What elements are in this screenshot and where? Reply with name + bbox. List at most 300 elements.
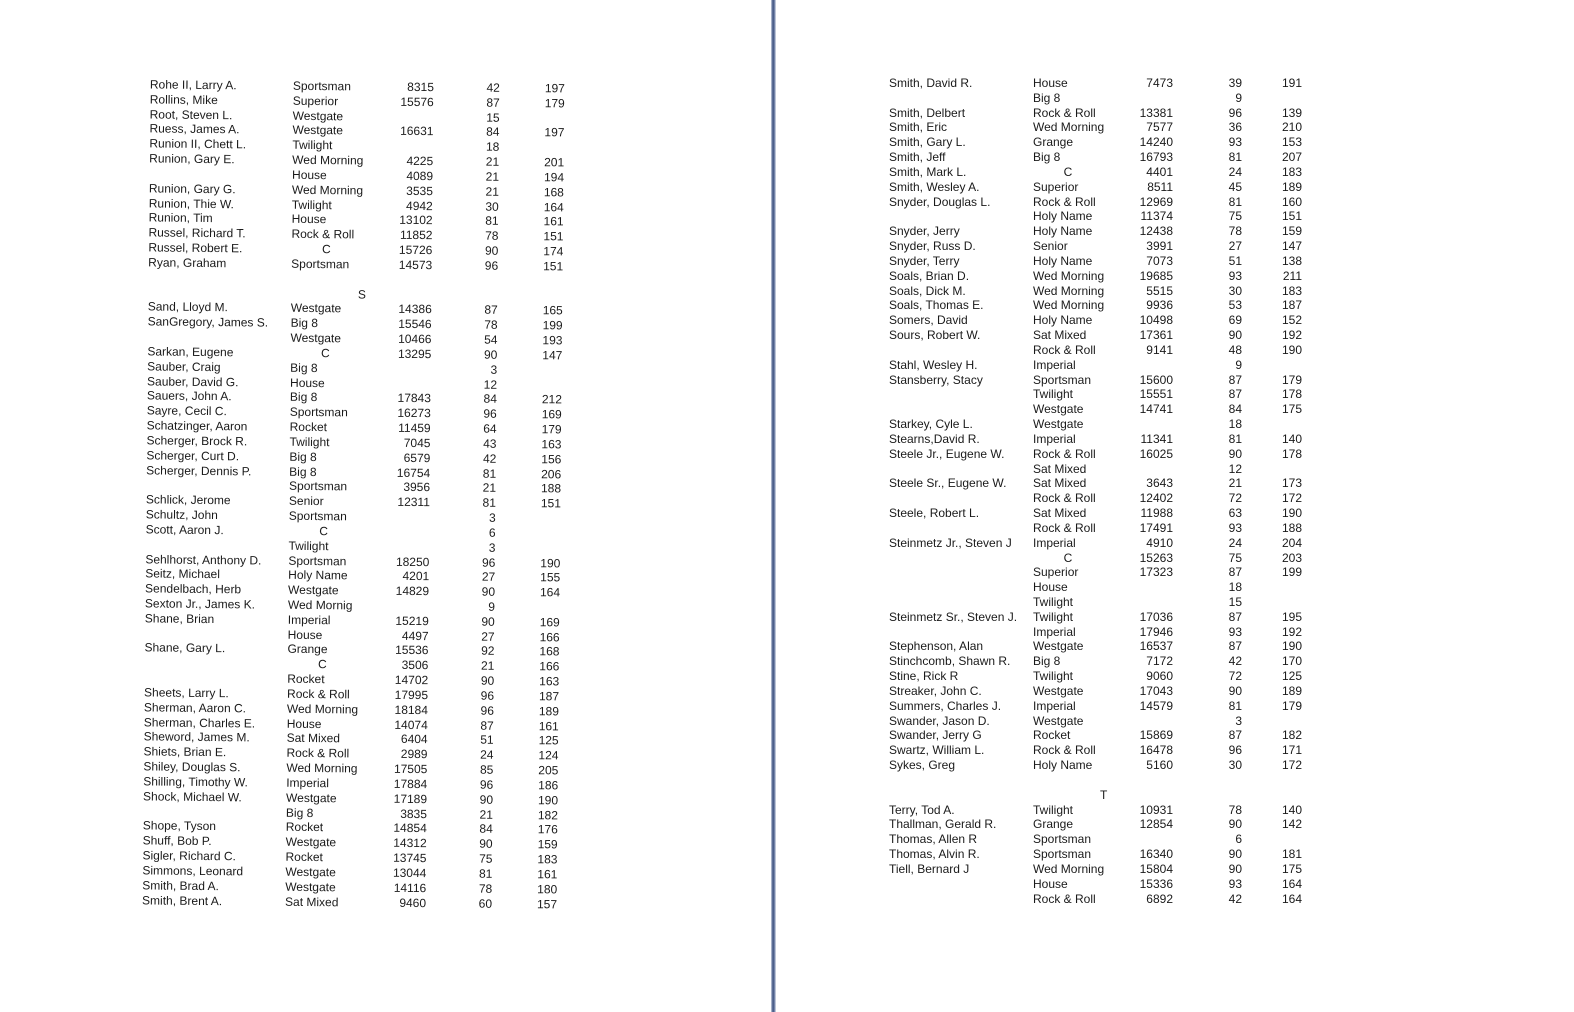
total-pins: 14116 [393,880,427,895]
games-count: 63 [1228,506,1242,521]
average-score: 172 [1281,758,1302,773]
average-score: 170 [1281,654,1302,669]
league-name: Big 8 [1033,90,1061,105]
games-count: 85 [479,762,494,777]
bowler-name: Somers, David [889,313,968,328]
bowler-name: Sheets, Larry L. [144,685,229,701]
average-score: 183 [1281,283,1302,298]
total-pins: 14573 [398,257,433,273]
average-score: 168 [543,185,564,200]
total-pins: 3643 [1146,476,1173,491]
league-name: Senior [288,493,324,509]
total-pins: 9460 [399,895,427,910]
games-count: 81 [485,214,499,229]
bowler-name: Terry, Tod A. [889,802,955,817]
league-name: Sat Mixed [1033,476,1087,491]
games-count: 78 [1228,802,1242,817]
league-name: Grange [1033,817,1074,832]
league-name: Sat Mixed [1033,461,1087,476]
league-name: Twilight [289,434,330,450]
bowler-name: Sauber, David G. [147,373,239,389]
league-name: Wed Morning [291,182,364,198]
games-count: 15 [486,110,500,125]
games-count: 90 [1228,817,1242,832]
games-count: 21 [485,169,500,184]
average-score: 169 [539,615,560,630]
average-score: 164 [539,585,561,600]
bowler-name: Runion, Gary E. [149,151,235,167]
bowler-name: Soals, Thomas E. [889,298,984,313]
average-score: 189 [1281,179,1302,194]
total-pins: 15536 [395,643,429,658]
total-pins [365,376,431,377]
games-count: 81 [482,466,497,481]
league-name: C [1063,164,1073,179]
total-pins: 7577 [1146,120,1173,135]
games-count: 15 [1228,594,1242,609]
total-pins: 17323 [1139,565,1173,580]
bowler-name: Scherger, Curt D. [146,448,240,464]
total-pins: 17189 [393,791,428,806]
bowler-name: Stahl, Wesley H. [889,357,978,372]
league-name: Wed Morning [1033,298,1105,313]
bowler-name: Sheword, James M. [143,729,250,745]
average-score: 157 [536,896,558,911]
average-score: 190 [1281,342,1302,357]
league-name: Wed Morning [292,152,364,168]
bowler-name: Scherger, Brock R. [146,433,248,449]
games-count: 21 [1228,476,1242,491]
bowler-name: Shiley, Douglas S. [143,759,241,775]
average-score: 190 [1281,639,1302,654]
average-score: 152 [1281,313,1302,328]
league-name: Grange [1033,135,1074,150]
league-name: Big 8 [1033,654,1061,669]
league-name: Westgate [286,790,337,806]
total-pins: 17946 [1139,624,1173,639]
total-pins: 13381 [1139,105,1173,120]
games-count: 96 [481,555,496,570]
bowler-name: Smith, Brad A. [142,878,220,893]
average-score: 210 [1281,120,1302,135]
average-score: 166 [539,629,560,645]
bowler-name: Runion, Gary G. [148,181,236,197]
total-pins: 15804 [1139,861,1173,876]
total-pins: 7073 [1146,253,1173,268]
games-count: 75 [1228,209,1242,224]
total-pins: 14074 [394,717,428,732]
league-name: Westgate [288,582,339,598]
league-name: Wed Morning [1033,268,1105,283]
games-count: 43 [483,436,497,451]
bowler-name: Schlick, Jerome [145,492,231,508]
bowler-name: Smith, Gary L. [889,135,966,150]
bowler-name: Sauber, Craig [147,359,221,374]
games-count: 18 [1228,417,1242,432]
average-score: 151 [540,496,561,511]
total-pins: 16793 [1139,150,1173,165]
league-name: Twilight [288,538,329,553]
league-name: Rocket [289,419,328,435]
total-pins: 4942 [406,198,433,213]
league-name: Rock & Roll [1033,491,1096,506]
average-score: 176 [537,822,558,837]
total-pins: 17884 [393,776,428,792]
league-name: Twilight [1033,594,1074,609]
total-pins: 14240 [1139,135,1173,150]
league-name: Sportsman [288,553,347,568]
average-score: 172 [1281,491,1302,506]
average-score: 183 [537,852,558,867]
bowler-name: Shilling, Timothy W. [143,774,249,790]
average-score: 187 [1281,298,1302,313]
league-name: Sportsman [291,256,350,272]
league-name: Rock & Roll [287,686,350,702]
average-score: 212 [541,392,562,407]
bowler-name: Scott, Aaron J. [145,522,224,538]
games-count: 84 [1228,402,1242,417]
league-name: Westgate [285,835,337,850]
bowler-name: Shock, Michael W. [143,789,242,805]
total-pins: 11374 [1140,209,1173,224]
games-count: 42 [486,80,500,95]
total-pins: 11341 [1140,431,1173,446]
league-name: Twilight [292,138,333,153]
league-name: Westgate [290,330,342,346]
average-score: 164 [1281,891,1302,906]
total-pins: 5515 [1146,283,1173,298]
total-pins: 12854 [1139,817,1173,832]
games-count: 24 [1228,535,1242,550]
total-pins: 2989 [400,747,428,762]
average-score: 204 [1281,535,1302,550]
games-count: 30 [485,199,499,214]
total-pins: 16754 [396,465,431,480]
average-score: 194 [543,170,565,185]
bowler-name: Snyder, Douglas L. [889,194,991,209]
average-score: 193 [542,333,563,348]
games-count: 18 [1228,580,1242,595]
league-name: House [290,375,325,390]
total-pins: 13745 [393,850,427,866]
average-score: 199 [542,318,563,333]
bowler-name: Ryan, Graham [148,255,227,271]
right-page [777,0,1574,1012]
games-count: 3 [488,540,496,555]
total-pins: 14854 [393,821,427,836]
average-score: 203 [1281,550,1302,565]
average-score: 174 [543,244,564,259]
average-score: 171 [1281,743,1302,758]
average-score: 156 [541,451,562,467]
league-name: Westgate [285,864,336,880]
league-name: Sportsman [292,78,352,94]
bowler-name: Sand, Lloyd M. [147,299,228,315]
games-count: 18 [485,139,500,155]
games-count: 96 [480,688,495,703]
average-score: 151 [1281,209,1302,224]
total-pins: 9141 [1146,342,1173,357]
league-name: Sat Mixed [1033,506,1087,521]
average-score: 179 [541,422,562,437]
average-score: 190 [537,792,559,808]
league-name: Big 8 [1033,150,1061,165]
average-score: 179 [544,96,565,111]
total-pins: 16025 [1139,446,1173,461]
bowler-name: Smith, Wesley A. [889,179,980,194]
total-pins: 6404 [400,732,428,747]
total-pins: 16631 [400,124,434,139]
games-count: 81 [1228,431,1242,446]
games-count: 21 [485,184,499,199]
games-count: 87 [480,718,494,733]
bowler-name: Shane, Brian [144,611,215,626]
bowler-name: Sauers, John A. [146,388,232,404]
games-count: 27 [1228,239,1242,254]
average-score: 161 [538,718,559,734]
total-pins: 3991 [1146,239,1173,254]
games-count: 42 [1228,654,1242,669]
bowler-name: Swartz, William L. [889,743,985,758]
average-score: 192 [1281,328,1302,343]
games-count: 93 [1228,876,1242,891]
average-score: 164 [543,199,564,215]
bowler-name: Shane, Gary L. [144,640,226,656]
bowler-name: Steele, Robert L. [889,506,980,521]
average-score: 147 [1281,239,1302,254]
total-pins: 4401 [1146,164,1173,179]
bowler-name: Smith, Eric [889,120,948,135]
total-pins: 17843 [397,391,431,406]
games-count: 90 [479,792,494,807]
games-count: 90 [481,584,496,599]
games-count: 90 [1228,847,1242,862]
games-count: 21 [479,807,494,822]
bowler-name: Shope, Tyson [142,818,217,834]
average-score: 182 [1281,728,1302,743]
games-count: 78 [484,317,498,333]
games-count: 75 [1228,550,1242,565]
total-pins: 12969 [1139,194,1173,209]
average-score: 199 [1281,565,1302,580]
total-pins: 7045 [403,435,431,451]
total-pins [364,539,430,540]
average-score: 160 [1281,194,1302,209]
league-name: Superior [1033,565,1079,580]
average-score: 140 [1281,431,1302,446]
bowler-name: Sehlhorst, Anthony D. [145,551,262,568]
league-name: Holy Name [1033,209,1093,224]
total-pins: 17361 [1139,328,1173,343]
average-score: 201 [544,155,565,170]
bowler-name: Sigler, Richard C. [142,848,236,864]
total-pins: 11459 [398,420,431,436]
average-score: 166 [539,659,560,674]
average-score: 189 [1281,683,1302,698]
total-pins: 12402 [1139,491,1173,506]
total-pins: 12438 [1139,224,1173,239]
total-pins: 15576 [400,94,434,109]
total-pins: 16537 [1139,639,1173,654]
total-pins: 8315 [407,79,434,95]
bowler-name: Snyder, Russ D. [889,239,976,254]
games-count: 87 [1228,639,1242,654]
section-letter: T [1100,787,1108,802]
average-score: 178 [1281,387,1302,402]
league-name: C [321,242,331,257]
league-name: Rock & Roll [1033,520,1096,535]
games-count: 3 [489,510,496,525]
games-count: 81 [1228,194,1242,209]
games-count: 90 [1228,683,1242,698]
league-name: Holy Name [1033,758,1093,773]
total-pins: 3835 [400,806,428,821]
bowler-name: Russel, Richard T. [148,225,246,241]
total-pins: 14741 [1139,402,1173,417]
total-pins: 14579 [1139,698,1173,713]
average-score: 190 [540,555,561,570]
league-name: Sportsman [288,508,347,524]
total-pins: 17043 [1139,683,1173,698]
league-name: Imperial [1033,698,1076,713]
league-name: Big 8 [290,360,318,375]
league-name: Rock & Roll [1033,891,1096,906]
games-count: 51 [480,733,494,748]
league-name: House [291,167,327,183]
league-name: Westgate [1033,639,1084,654]
league-name: Imperial [1033,357,1076,372]
games-count: 87 [486,95,500,110]
league-name: Holy Name [1033,313,1093,328]
average-score: 142 [1281,817,1302,832]
games-count: 51 [1228,253,1242,268]
league-name: Westgate [1033,402,1084,417]
league-name: C [317,657,327,672]
bowler-name: Sayre, Cecil C. [146,403,227,419]
games-count: 24 [1228,164,1242,179]
league-name: Imperial [1033,431,1076,446]
bowler-name: Sours, Robert W. [889,328,981,343]
average-score: 191 [1281,76,1302,90]
bowler-name: Smith, David R. [889,76,973,90]
bowler-name: Smith, Jeff [889,150,946,165]
bowler-name: Stinchcomb, Shawn R. [889,654,1011,669]
total-pins: 18250 [395,554,430,569]
games-count: 96 [484,258,499,273]
games-count: 96 [1228,743,1242,758]
average-score: 186 [538,778,559,793]
total-pins: 14829 [395,583,430,599]
league-name: House [1033,876,1068,891]
bowler-name: Sexton Jr., James K. [144,596,256,612]
bowler-name: Scherger, Dennis P. [146,462,252,478]
bowler-name: Steinmetz Sr., Steven J. [889,609,1018,624]
games-count: 90 [484,243,499,258]
total-pins: 15869 [1139,728,1173,743]
league-name: C [1063,550,1073,565]
games-count: 87 [1228,609,1242,624]
games-count: 81 [1228,150,1242,165]
league-name: Twilight [1033,802,1074,817]
games-count: 45 [1228,179,1242,194]
average-score: 159 [1281,224,1302,239]
league-name: Twilight [291,197,332,212]
total-pins: 16478 [1139,743,1173,758]
bowler-name: Russel, Robert E. [148,240,243,256]
games-count: 93 [1228,520,1242,535]
games-count: 90 [480,673,495,688]
league-name: House [1033,580,1068,595]
bowler-name: Runion II, Chett L. [149,136,247,152]
total-pins: 10498 [1139,313,1173,328]
league-name: House [287,627,323,642]
league-name: Holy Name [1033,224,1093,239]
games-count: 81 [482,495,496,510]
games-count: 30 [1228,283,1242,298]
average-score: 178 [1281,446,1302,461]
league-name: Rock & Roll [291,227,355,242]
league-name: Wed Morning [1033,283,1105,298]
games-count: 9 [1235,90,1242,105]
bowler-name: Tiell, Bernard J [889,861,970,876]
bowler-name: Smith, Delbert [889,105,966,120]
league-name: Sportsman [289,405,348,420]
bowler-name: Sarkan, Eugene [147,344,234,360]
total-pins: 15263 [1139,550,1173,565]
bowler-name: Thomas, Allen R [889,832,978,847]
average-score: 181 [1281,847,1302,862]
total-pins: 14702 [394,672,429,688]
games-count: 87 [484,303,498,318]
bowler-name: Swander, Jerry G [889,728,982,743]
average-score: 139 [1281,105,1302,120]
bowler-name: Schatzinger, Aaron [146,418,248,434]
total-pins: 11988 [1140,506,1173,521]
bowler-name: Streaker, John C. [889,683,982,698]
league-name: Twilight [1033,609,1074,624]
league-name: Wed Morning [1033,861,1105,876]
league-name: Wed Morning [286,760,358,776]
bowler-name: Runion, Tim [148,210,213,226]
games-count: 24 [480,747,494,763]
bowler-name: Steinmetz Jr., Steven J [889,535,1012,550]
league-name: House [291,212,327,227]
total-pins: 3535 [406,183,433,198]
league-name: Wed Morning [1033,120,1105,135]
league-name: House [286,716,322,731]
bowler-name: Root, Steven L. [149,107,233,122]
average-score: 179 [1281,372,1302,387]
average-score: 206 [541,466,562,481]
league-name: Westgate [290,301,342,316]
league-name: Westgate [285,879,336,894]
bowler-name: Runion, Thie W. [148,196,235,211]
games-count: 6 [488,525,496,540]
league-name: Twilight [1033,387,1074,402]
bowler-name: Smith, Brent A. [142,892,223,908]
league-name: Big 8 [285,805,314,820]
bowler-name: Rollins, Mike [149,92,218,107]
total-pins: 15546 [398,317,432,332]
bowler-name: Shiets, Brian E. [143,744,227,760]
total-pins: 13102 [399,213,433,228]
games-count: 60 [478,896,493,911]
total-pins: 10931 [1139,802,1173,817]
bowler-name: Sherman, Aaron C. [143,700,247,716]
league-name: Big 8 [289,464,317,479]
average-score: 207 [1281,150,1302,165]
league-name: Westgate [1033,713,1084,728]
